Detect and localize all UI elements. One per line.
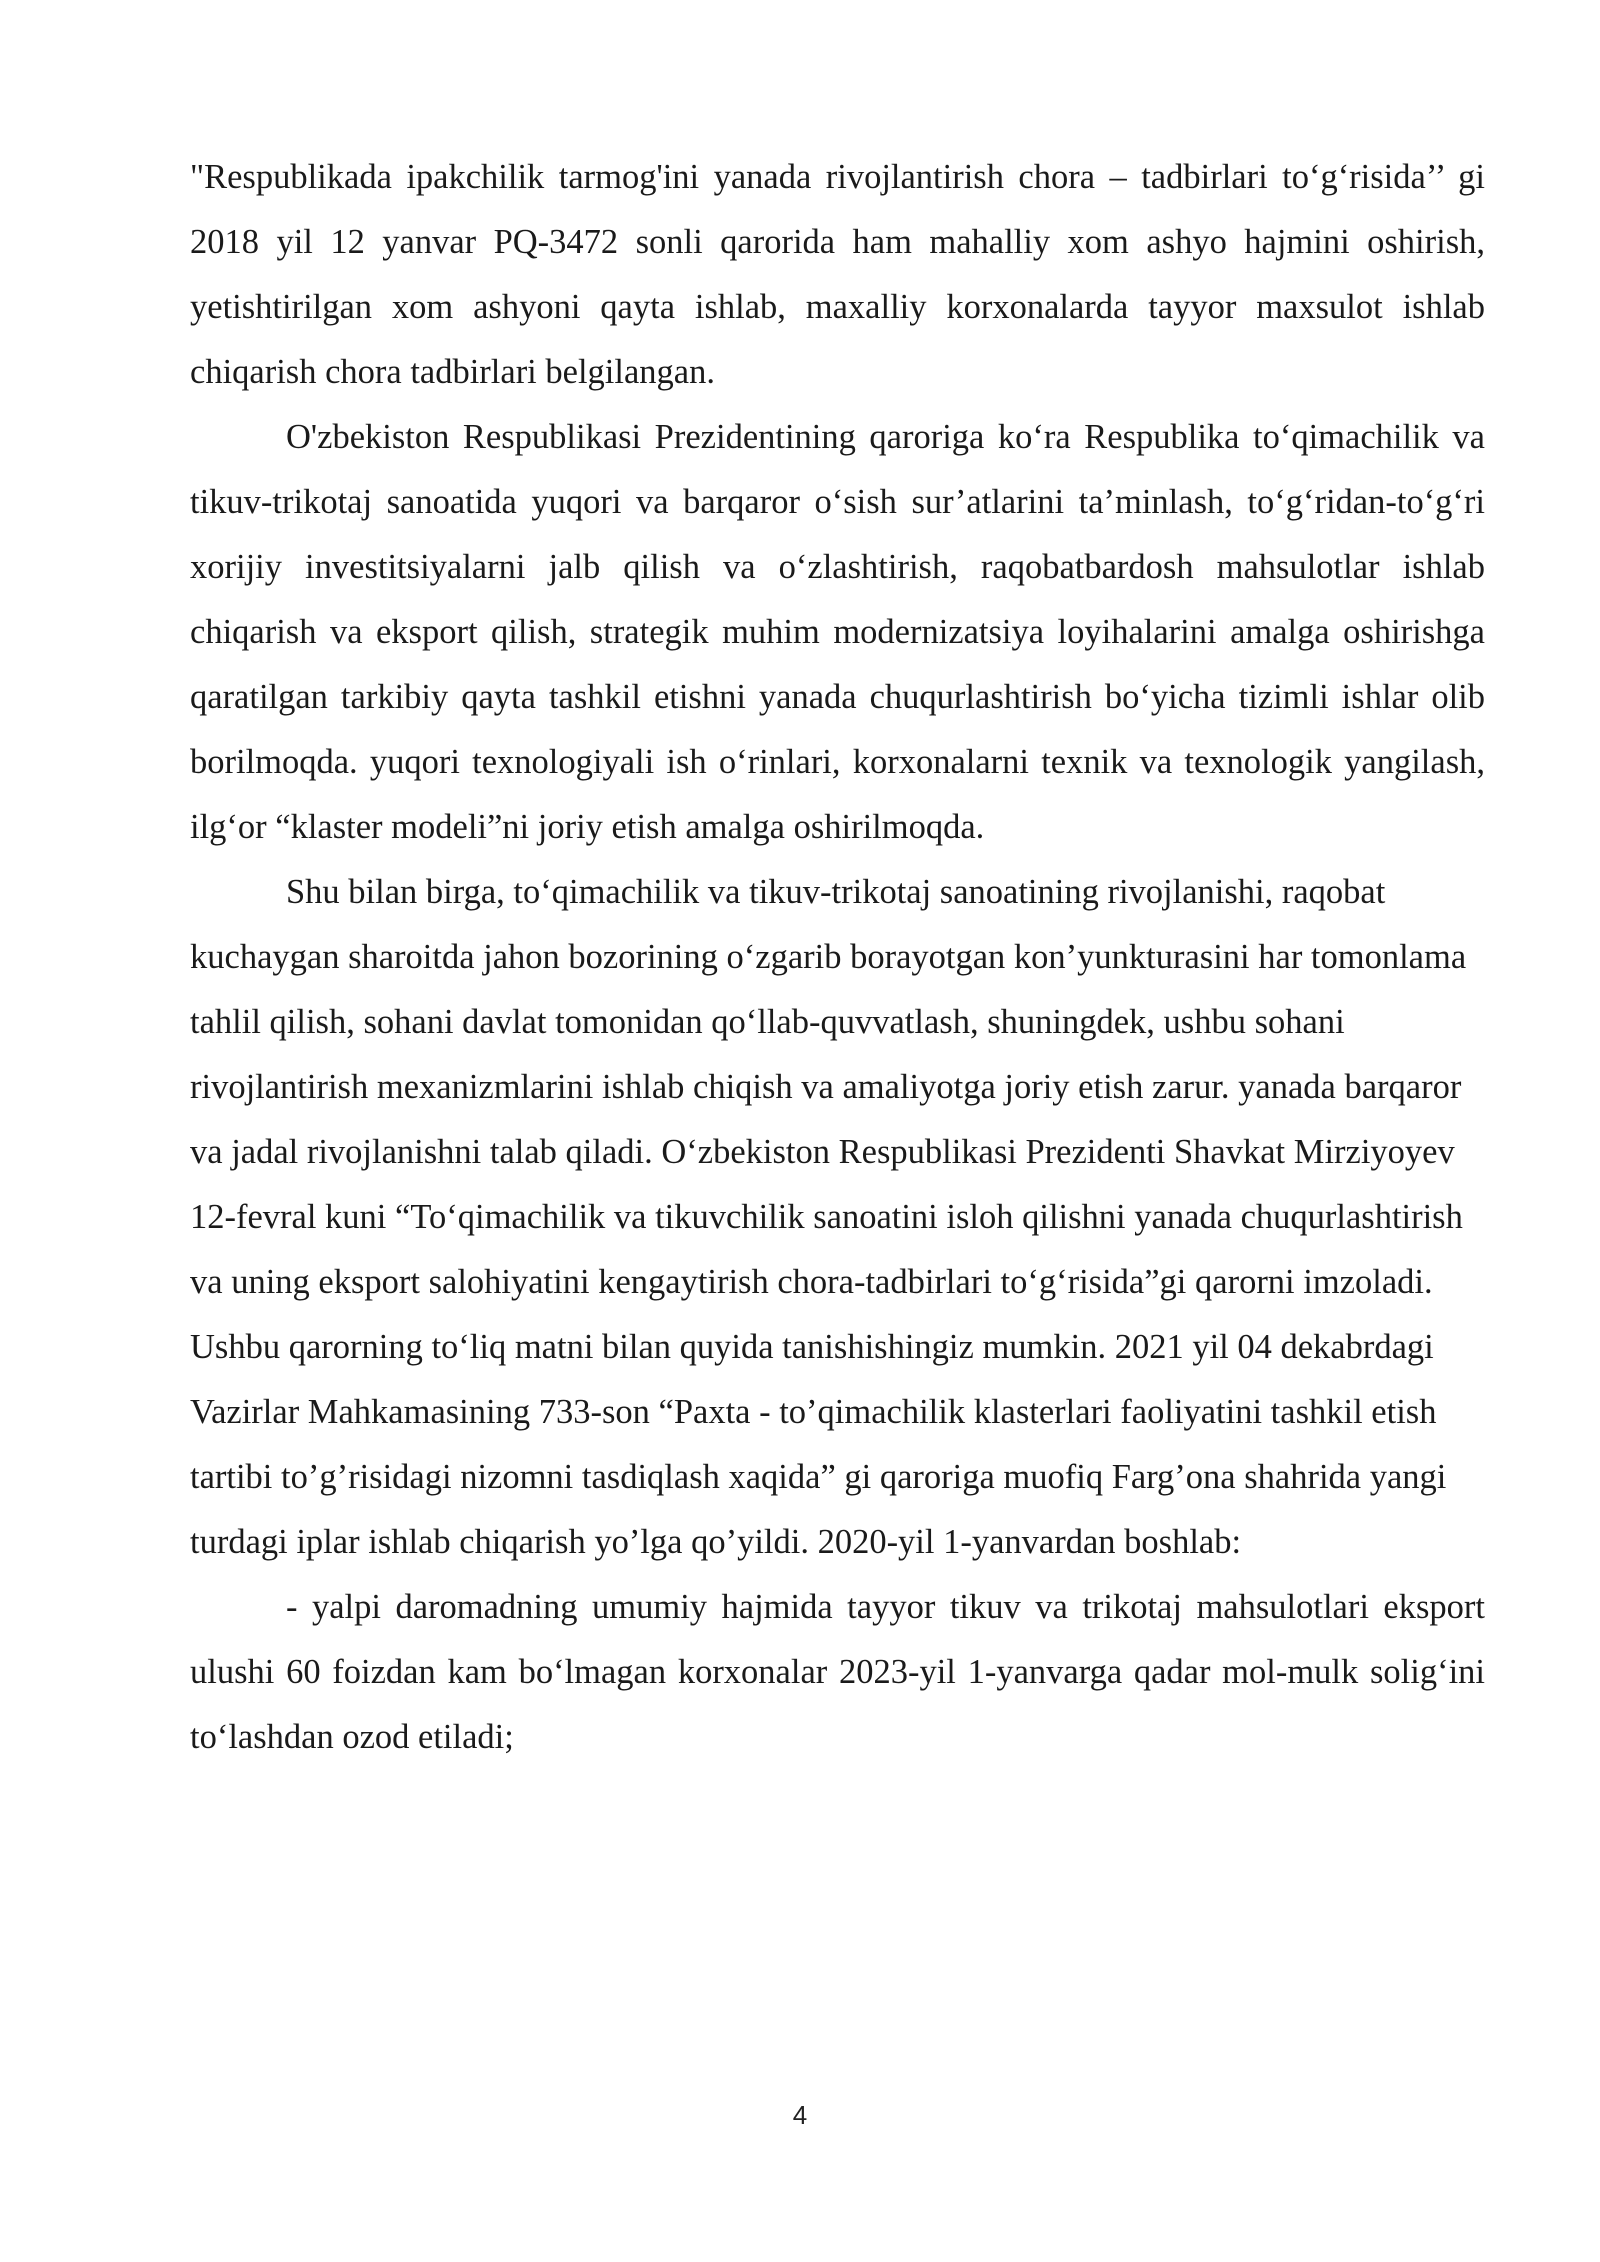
paragraph-president-decision: O'zbekiston Respublikasi Prezidentining qaroriga ko‘ra Respublika to‘qimachilik va tikuv-trikotaj sanoatida yuqori va barqaror o‘sish sur’atlarini ta’minlash, to‘g‘ridan-to‘g‘ri xorijiy investitsiyalarni jalb qilish va o‘zlashtirish, raqobatbardosh mahsulotlar ishlab chiqarish va eksport qilish, strategik muhim modernizatsiya loyihalarini amalga oshirishga qaratilgan tarkibiy qayta tashkil etishni yanada chuqurlashtirish bo‘yicha tizimli ishlar olib borilmoqda. yuqori texnologiyali ish o‘rinlari, korxonalarni texnik va texnologik yangilash, ilg‘or “klaster modeli”ni joriy etish amalga oshirilmoqda. — [190, 418, 1485, 846]
paragraph-ipakchilik-decree: "Respublikada ipakchilik tarmog'ini yanada rivojlantirish chora – tadbirlari to‘g‘risida’’ gi 2018 yil 12 yanvar PQ-3472 sonli qarorida ham mahalliy xom ashyo hajmini oshirish, yetishtirilgan xom ashyoni qayta ishlab, maxalliy korxonalarda tayyor maxsulot ishlab chiqarish chora tadbirlari belgilangan. — [190, 158, 1485, 391]
document-body — [190, 145, 1485, 1770]
page-number: 4 — [792, 2100, 808, 2130]
paragraph-textile-reform: Shu bilan birga, to‘qimachilik va tikuv-trikotaj sanoatining rivojlanishi, raqobat kuchaygan sharoitda jahon bozorining o‘zgarib borayotgan kon’yunkturasini har tomonlama tahlil qilish, sohani davlat tomonidan qo‘llab-quvvatlash, shuningdek, ushbu sohani rivojlantirish mexanizmlarini ishlab chiqish va amaliyotga joriy etish zarur. yanada barqaror va jadal rivojlanishni talab qiladi. O‘zbekiston Respublikasi Prezidenti Shavkat Mirziyoyev 12-fevral kuni “To‘qimachilik va tikuvchilik sanoatini isloh qilishni yanada chuqurlashtirish va uning eksport salohiyatini kengaytirish chora-tadbirlari to‘g‘risida”gi qarorni imzoladi. Ushbu qarorning to‘liq matni bilan quyida tanishishingiz mumkin. 2021 yil 04 dekabrdagi Vazirlar Mahkamasining 733-son “Paxta - to’qimachilik klasterlari faoliyatini tashkil etish tartibi to’g’risidagi nizomni tasdiqlash xaqida” gi qaroriga muofiq Farg’ona shahrida yangi turdagi iplar ishlab chiqarish yo’lga qo’yildi. 2020-yil 1-yanvardan boshlab: — [190, 873, 1467, 1561]
paragraph-tax-exemption: - yalpi daromadning umumiy hajmida tayyor tikuv va trikotaj mahsulotlari eksport ulushi 60 foizdan kam bo‘lmagan korxonalar 2023-yil 1-yanvarga qadar mol-mulk solig‘ini to‘lashdan ozod etiladi; — [190, 1588, 1485, 1756]
